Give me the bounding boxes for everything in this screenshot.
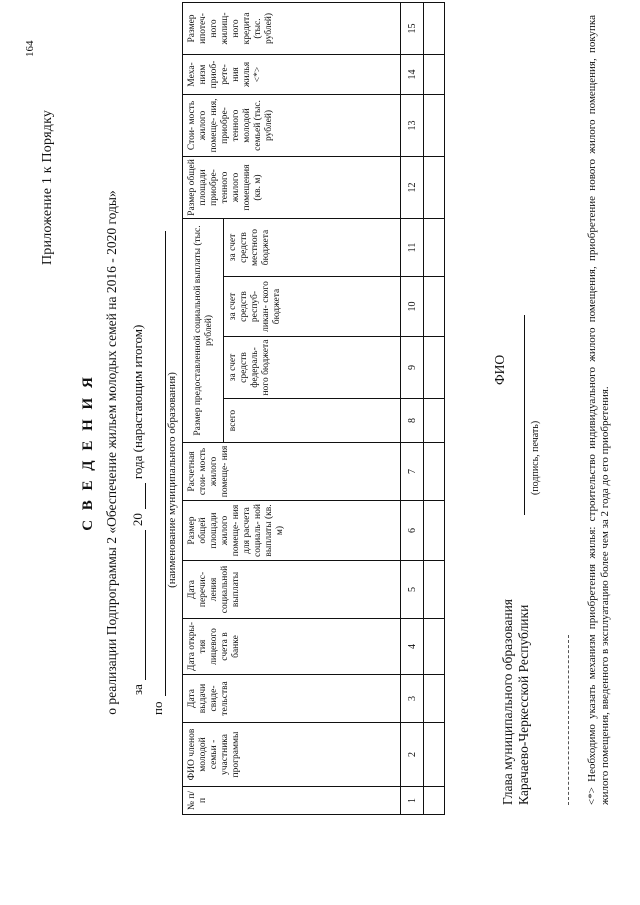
footnote: <*> Необходимо указать механизм приобретения жилья: строительство индивидуального жилого помещения, приобретение нового жилого помещения, покупка жилого помещения, введенного в эксплуатацию более чем за 2 года до его приобретения. bbox=[586, 15, 611, 805]
table-cell bbox=[424, 94, 445, 156]
table-cell bbox=[424, 619, 445, 675]
annex-label: Приложение 1 к Порядку bbox=[40, 109, 55, 265]
column-number: 3 bbox=[401, 675, 424, 723]
document-subtitle: о реализации Подпрограммы 2 «Обеспечение жильем молодых семей на 2016 - 2020 годы» bbox=[104, 190, 119, 715]
column-number: 12 bbox=[401, 156, 424, 218]
header-col-4: Дата откры- тия лицевого счета в банке bbox=[183, 619, 401, 675]
table-cell bbox=[424, 156, 445, 218]
header-col-7: Расчетная стои- мость жилого помеще- ния bbox=[183, 443, 401, 501]
header-col-15: Размер ипотеч- ного жилищ- ного кредита (тыс. рублей) bbox=[183, 2, 401, 54]
header-col-10: за счет средств респуб- ликан- ского бюджета bbox=[224, 277, 401, 337]
column-number: 13 bbox=[401, 94, 424, 156]
column-number: 2 bbox=[401, 723, 424, 787]
table-cell bbox=[424, 54, 445, 94]
header-col-2: ФИО членов молодой семьи - участника программы bbox=[183, 723, 401, 787]
period-line bbox=[130, 325, 146, 695]
blank-data-row bbox=[424, 2, 445, 814]
table-cell bbox=[424, 399, 445, 443]
signatory-line-1: Глава муниципального образования bbox=[500, 598, 515, 805]
header-col-8: всего bbox=[224, 399, 401, 443]
signatory-fio: ФИО bbox=[492, 354, 507, 385]
column-number: 15 bbox=[401, 2, 424, 54]
column-number: 1 bbox=[401, 787, 424, 815]
column-number: 4 bbox=[401, 619, 424, 675]
header-col-11: за счет средств местного бюджета bbox=[224, 218, 401, 276]
table-cell bbox=[424, 675, 445, 723]
municipality-hint: (наименование муниципального образования) bbox=[166, 372, 178, 588]
signature-caption: (подпись, печать) bbox=[530, 420, 541, 495]
table-cell bbox=[424, 443, 445, 501]
municipality-line bbox=[150, 231, 166, 715]
table-cell bbox=[424, 723, 445, 787]
header-col-3: Дата выдачи свиде- тельства bbox=[183, 675, 401, 723]
report-table bbox=[182, 2, 445, 815]
header-col-1: № п/п bbox=[183, 787, 401, 815]
signatory-line-2: Карачаево-Черкесской Республики bbox=[516, 604, 531, 805]
year-suffix: года (нарастающим итогом) bbox=[130, 324, 145, 480]
header-col-14: Меха- низм приоб- ретe- ния жилья <*> bbox=[183, 54, 401, 94]
table-cell bbox=[424, 277, 445, 337]
signatory-block bbox=[500, 599, 532, 805]
column-number: 8 bbox=[401, 399, 424, 443]
column-number: 10 bbox=[401, 277, 424, 337]
column-number-row bbox=[401, 2, 424, 814]
po-blank bbox=[151, 231, 166, 696]
table-cell bbox=[424, 561, 445, 619]
column-number: 6 bbox=[401, 501, 424, 561]
header-col-12: Размер общей площади приобре- тенного жилого помещения (кв. м) bbox=[183, 156, 401, 218]
header-col-5: Дата перечис- ления социальной выплаты bbox=[183, 561, 401, 619]
signature-line bbox=[510, 315, 525, 515]
table-cell bbox=[424, 218, 445, 276]
footnote-separator bbox=[568, 635, 569, 805]
page-number: 164 bbox=[24, 40, 36, 57]
header-col-6: Размер общей площади жилого помеще- ния для расчета социаль- ной выплаты (кв. м) bbox=[183, 501, 401, 561]
year-blank bbox=[131, 483, 146, 509]
table-cell bbox=[424, 337, 445, 399]
column-number: 5 bbox=[401, 561, 424, 619]
header-group-payment: Размер предоставленной социальной выплаты (тыс. рублей) bbox=[183, 218, 224, 442]
document-title: С В Е Д Е Н И Я bbox=[80, 374, 96, 531]
po-label: по bbox=[150, 701, 165, 715]
za-blank bbox=[131, 530, 146, 680]
table-cell bbox=[424, 2, 445, 54]
za-label: за bbox=[130, 684, 145, 695]
column-number: 9 bbox=[401, 337, 424, 399]
column-number: 14 bbox=[401, 54, 424, 94]
year-label: 20 bbox=[130, 513, 145, 527]
table-cell bbox=[424, 501, 445, 561]
header-row-1 bbox=[183, 2, 224, 814]
header-col-9: за счет средств федераль- ного бюджета bbox=[224, 337, 401, 399]
column-number: 11 bbox=[401, 218, 424, 276]
table-cell bbox=[424, 787, 445, 815]
column-number: 7 bbox=[401, 443, 424, 501]
header-col-13: Стои- мость жилого помеще- ния, приобре- тенного молодой семьей (тыс. рублей) bbox=[183, 94, 401, 156]
